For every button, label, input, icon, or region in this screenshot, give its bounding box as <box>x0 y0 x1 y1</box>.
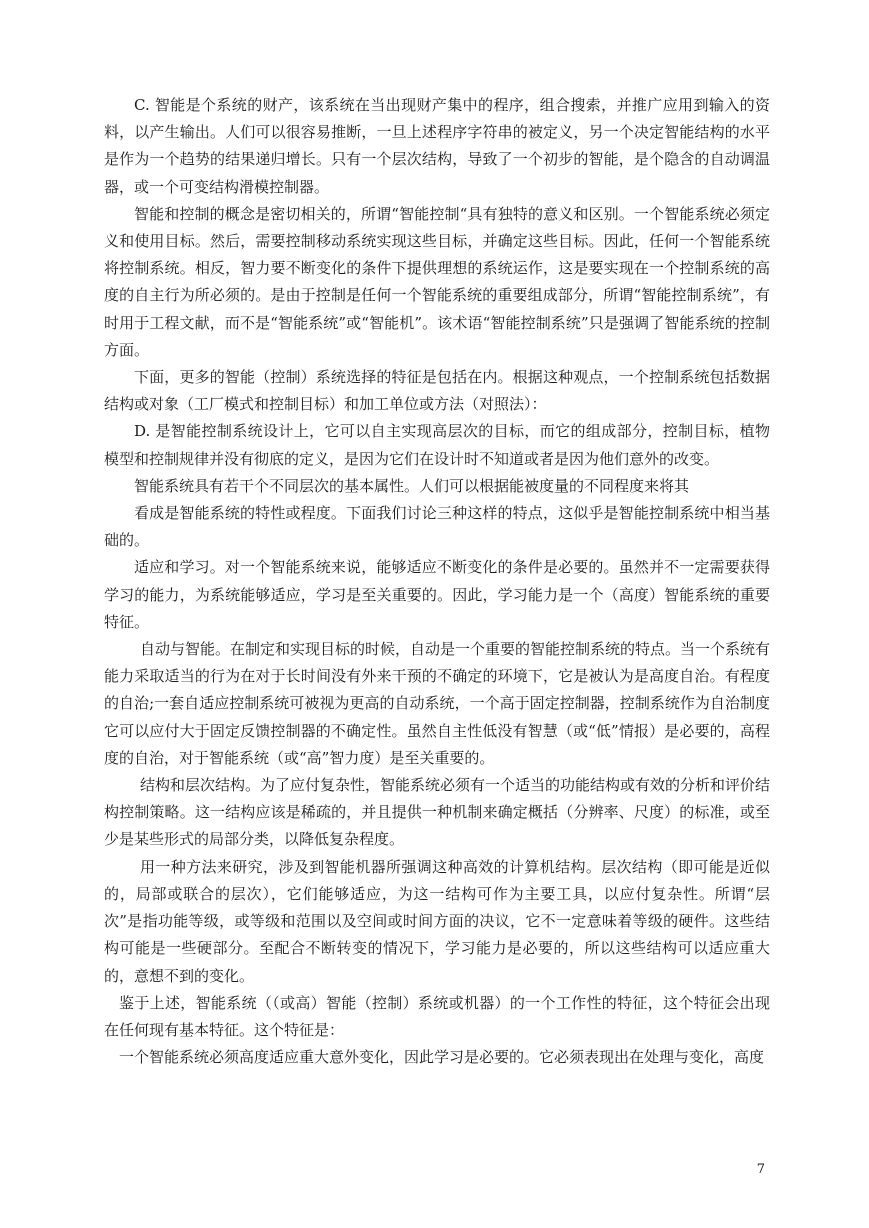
body-text <box>104 92 770 1071</box>
paragraph-c-definition: C. 智能是个系统的财产，该系统在当出现财产集中的程序，组合搜索，并推广应用到输入的资料，以产生输出。人们可以很容易推断，一旦上述程序字符串的被定义，另一个决定智能结构的水平是作为一个趋势的结果递归增长。只有一个层次结构，导致了一个初步的智能，是个隐含的自动调温器，或一个可变结构滑模控制器。 <box>104 96 770 196</box>
paragraph-autonomy: 自动与智能。在制定和实现目标的时候，自动是一个重要的智能控制系统的特点。当一个系统有能力采取适当的行为在对于长时间没有外来干预的不确定的环境下，它是被认为是高度自治。有程度的自治;一套自适应控制系统可被视为更高的自动系统，一个高于固定控制器，控制系统作为自治制度它可以应付大于固定反馈控制器的不确定性。虽然自主性低没有智慧（或“低”情报）是必要的，高程度的自治，对于智能系统（或“高”智力度）是至关重要的。 <box>104 640 771 767</box>
page-number: 7 <box>756 1162 765 1177</box>
paragraph-characteristics: 看成是智能系统的特性或程度。下面我们讨论三种这样的特点，这似乎是智能控制系统中相当基础的。 <box>104 504 770 550</box>
paragraph-basic-attributes: 智能系统具有若干个不同层次的基本属性。人们可以根据能被度量的不同程度来将其 <box>134 476 690 495</box>
paragraph-control-features: 下面，更多的智能（控制）系统选择的特征是包括在内。根据这种观点，一个控制系统包括数据结构或对象（工厂模式和控制目标）和加工单位或方法（对照法）： <box>104 368 770 414</box>
paragraph-structure-hierarchy: 结构和层次结构。为了应付复杂性，智能系统必须有一个适当的功能结构或有效的分析和评价结构控制策略。这一结构应该是稀疏的，并且提供一种机制来确定概括（分辨率、尺度）的标准，或至少是某些形式的局部分类，以降低复杂程度。 <box>104 776 771 849</box>
paragraph-must-adapt: 一个智能系统必须高度适应重大意外变化，因此学习是必要的。它必须表现出在处理与变化，高度 <box>119 1048 765 1067</box>
paragraph-adaptation-learning: 适应和学习。对一个智能系统来说，能够适应不断变化的条件是必要的。虽然并不一定需要获得学习的能力，为系统能够适应，学习是至关重要的。因此，学习能力是一个（高度）智能系统的重要特征。 <box>104 558 770 631</box>
paragraph-in-view-of: 鉴于上述，智能系统（（或高）智能（控制）系统或机器）的一个工作性的特征，这个特征会出现在任何现有基本特征。这个特征是： <box>104 993 770 1039</box>
paragraph-method-research: 用一种方法来研究，涉及到智能机器所强调这种高效的计算机结构。层次结构（即可能是近似的，局部或联合的层次），它们能够适应，为这一结构可作为主要工具，以应付复杂性。所谓“层次”是指功能等级，或等级和范围以及空间或时间方面的决议，它不一定意味着等级的硬件。这些结构可能是一些硬部分。至配合不断转变的情况下，学习能力是必要的，所以这些结构可以适应重大的，意想不到的变化。 <box>104 857 770 985</box>
paragraph-intelligence-control: 智能和控制的概念是密切相关的，所谓“智能控制“具有独特的意义和区别。一个智能系统必须定义和使用目标。然后，需要控制移动系统实现这些目标，并确定这些目标。因此，任何一个智能系统将控制系统。相反，智力要不断变化的条件下提供理想的系统运作，这是要实现在一个控制系统的高度的自主行为所必须的。是由于控制是任何一个智能系统的重要组成部分，所谓“智能控制系统”，有时用于工程文献，而不是“智能系统”或“智能机”。该术语“智能控制系统”只是强调了智能系统的控制方面。 <box>104 204 770 359</box>
paragraph-d-definition: D. 是智能控制系统设计上，它可以自主实现高层次的目标，而它的组成部分，控制目标，植物模型和控制规律并没有彻底的定义，是因为它们在设计时不知道或者是因为他们意外的改变。 <box>104 422 770 468</box>
